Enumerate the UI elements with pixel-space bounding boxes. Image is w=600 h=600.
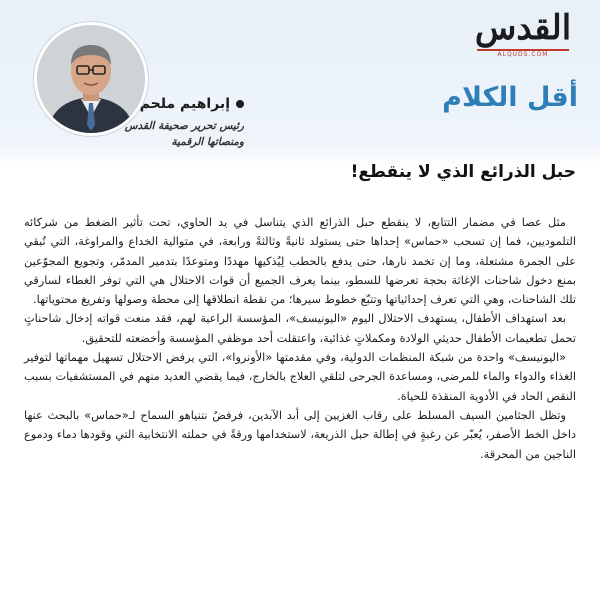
article-body [24,213,576,464]
logo-subtitle: ALQUDS.COM [497,51,549,58]
author-name-text: إبراهيم ملحم [139,96,230,112]
author-role-line-1: رئيس تحرير صحيفة القدس [124,120,244,132]
author-name [84,96,244,112]
column-title: أقل الكلام [442,82,578,113]
article-paragraph-2: بعد استهداف الأطفال، يستهدف الاحتلال اليوم «اليونيسف»، المؤسسة الراعية لهم، فقد منعت قواته إدخال شاحناتٍ تحمل تطعيمات الأطفال حديثي الولادة ومكملاتٍ غذائية، واعتقلت أحد موظفي المؤسسة وأخضعته للتحقيق. [24,312,576,345]
article-paragraph-3: «اليونيسف» واحدة من شبكة المنظمات الدولية، وفي مقدمتها «الأونروا»، التي يرفض الاحتلال تسهيل مهماتها لتوفير الغذاء والدواء والماء للمرضى، ومساعدة الجرحى لتلقي العلاج بالخارج، فيما يقضي العديد منهم في المستشفيات بسبب النقص الحاد في الأدوية المنقذة للحياة. [24,351,576,403]
article-headline: حبل الذرائع الذي لا ينقطع! [350,162,576,182]
author-byline [84,96,244,150]
bullet-icon [236,100,244,108]
author-role [84,118,244,150]
article-paragraph-1: مثل عصا في مضمار التتابع، لا ينقطع حبل الذرائع الذي يتناسل في يد الحاوي، تحت تأثير الضغط من شركائه التلموديين، فما إن تسحب «حماس» إحداها حتى يستولد ثانيةً وثالثةً ورابعة، في متوالية الخداع والمراوغة، التي تُبقي على الجمرة مشتعلة، وما إن تخمد نارها، حتى يدفع بالحطب لِيُذكيها مهددًا ومتوعدًا بتدمير المدمّر، وتجويع المجوّعين بمنع دخول شاحنات الإغاثة بحجة تعرضها للسطو، بينما يعرف الجميع أن قوات الاحتلال هي التي توفر الغطاء لسارقي تلك الشاحنات، وهي التي تعرف إحداثياتها وتتبّع خطوط سيرها؛ من نقطة انطلاقها إلى محطة وصولها وتفريغ محتوياتها. [24,216,576,307]
article-header [0,0,600,160]
masthead-logo[interactable] [468,8,578,62]
author-role-line-2: ومنصاتها الرقمية [171,136,244,148]
logo-wordmark: القدس [474,8,572,48]
article-paragraph-4: وتظل الجثامين السيف المسلط على رقاب الغزيين إلى أبد الآبدين، فرفضُ نتنياهو السماح لـ«حماس» بالبحث عنها داخل الخط الأصفر، يُعبّر عن رغبةٍ في إطالة حبل الذريعة، لاستخدامها ورقةً في حملته الانتخابية التي وقودها دماء ودموع الناجين من المحرقة. [24,408,576,461]
